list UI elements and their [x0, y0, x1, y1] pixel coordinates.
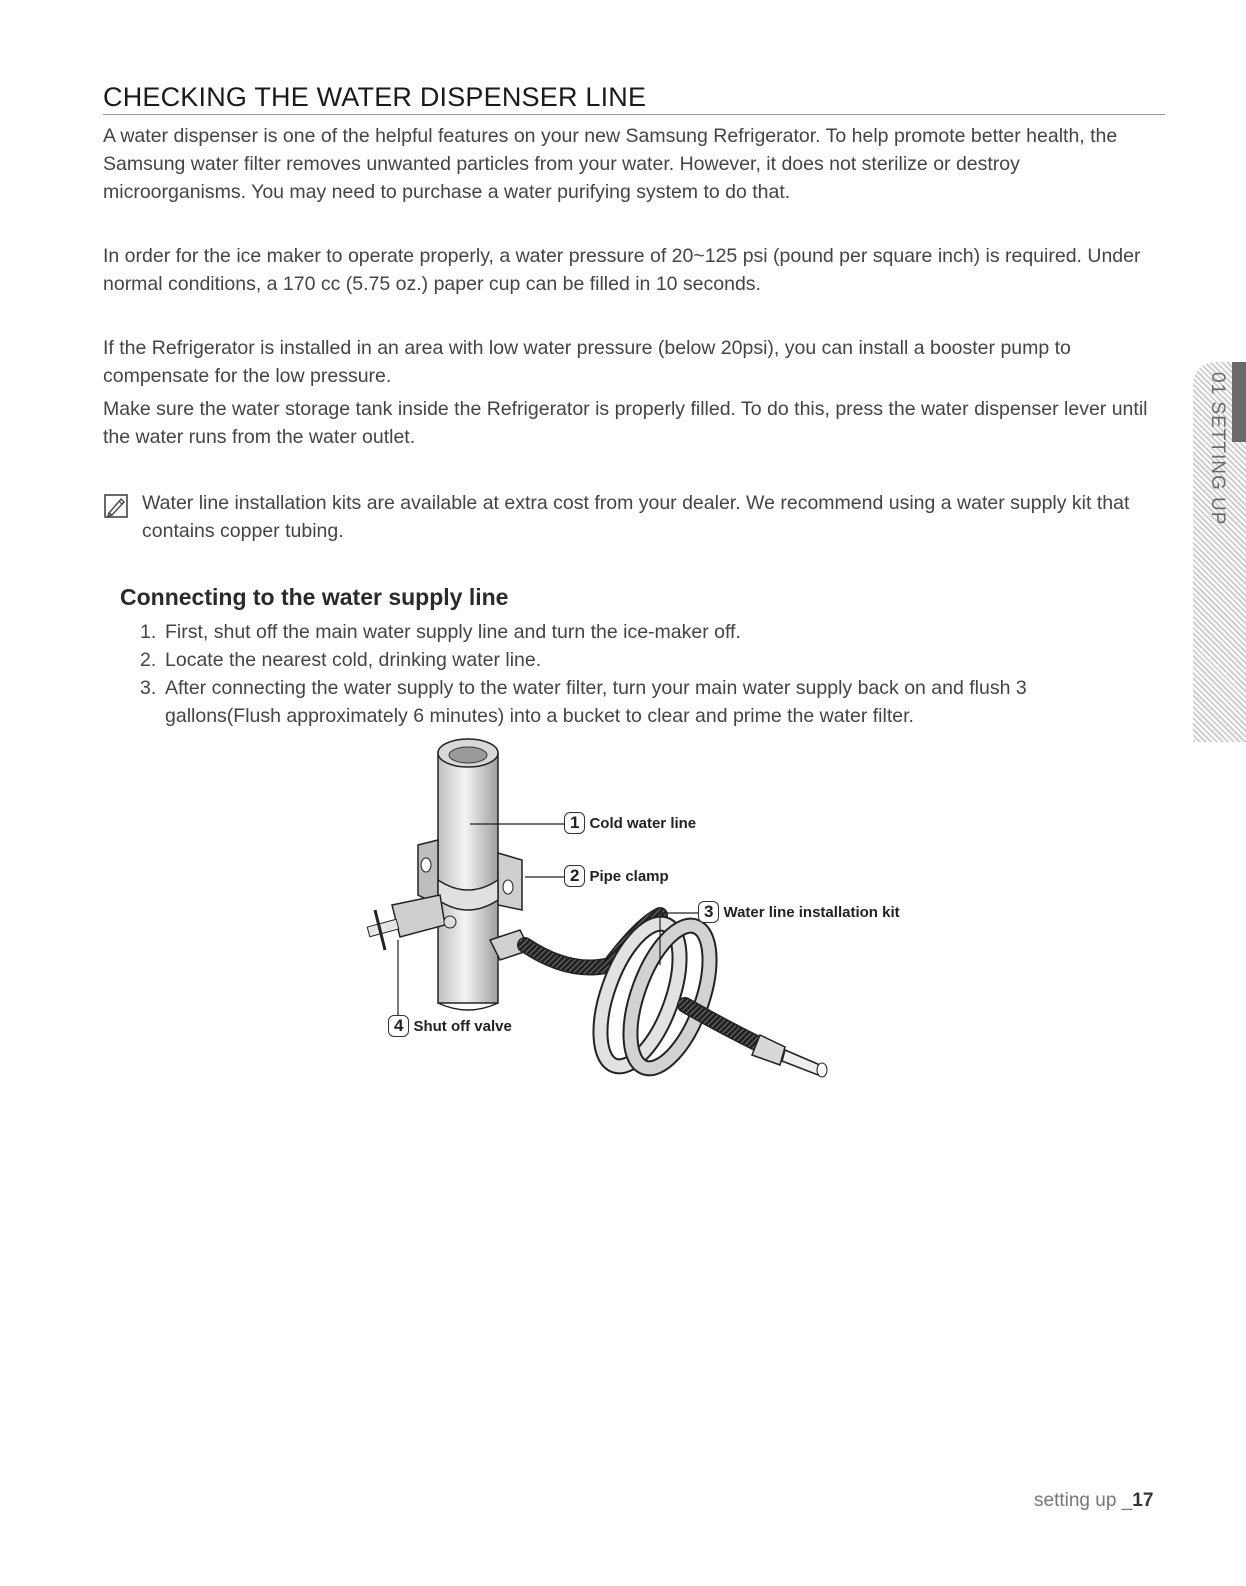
section-title: Connecting to the water supply line [120, 584, 509, 610]
callout-text: Shut off valve [413, 1017, 512, 1035]
label-water-line-kit [698, 901, 900, 923]
callout-text: Cold water line [589, 814, 697, 832]
step-text: First, shut off the main water supply line and turn the ice-maker off. [165, 621, 741, 643]
pressure-paragraph: In order for the ice maker to operate properly, a water pressure of 20~125 psi (pound per square inch) is required. Under normal conditions, a 170 cc (5.75 oz.) paper cup can be filled in 10 seconds. [103, 245, 1141, 295]
step-number: 2. [140, 649, 157, 671]
callout-number: 3 [698, 901, 719, 923]
list-item [140, 646, 1140, 674]
chapter-tab-label: 01 SETTING UP [1207, 372, 1228, 526]
list-item [140, 674, 1140, 730]
booster-paragraph: If the Refrigerator is installed in an area with low water pressure (below 20psi), you can install a booster pump to compensate for the low pressure. [103, 337, 1071, 387]
label-cold-water-line [564, 812, 696, 834]
callout-number: 1 [564, 812, 585, 834]
callout-number: 2 [564, 865, 585, 887]
note [103, 489, 1163, 545]
step-number: 3. [140, 677, 157, 699]
steps-list [140, 618, 1140, 730]
callout-text: Pipe clamp [589, 867, 669, 885]
intro-paragraph: A water dispenser is one of the helpful features on your new Samsung Refrigerator. To help promote better health, the Samsung water filter removes unwanted particles from your water. However, it does not sterilize or destroy microorganisms. You may need to purchase a water purifying system to do that. [103, 125, 1118, 203]
page-title: CHECKING THE WATER DISPENSER LINE [103, 82, 1165, 115]
page-number: 17 [1132, 1490, 1154, 1511]
step-text: After connecting the water supply to the water filter, turn your main water supply back on and flush 3 gallons(Flush approximately 6 minutes) into a bucket to clear and prime the water filter. [165, 677, 1027, 727]
page-footer [1034, 1490, 1153, 1512]
note-text: Water line installation kits are available at extra cost from your dealer. We recommend using a water supply kit that contains copper tubing. [142, 492, 1130, 542]
cold-water-pipe [438, 739, 498, 1010]
callout-text: Water line installation kit [723, 903, 900, 921]
water-line-diagram [340, 725, 940, 1105]
callout-number: 4 [388, 1015, 409, 1037]
note-icon [103, 493, 129, 519]
list-item [140, 618, 1140, 646]
label-pipe-clamp [564, 865, 669, 887]
label-shut-off-valve [388, 1015, 512, 1037]
step-number: 1. [140, 621, 157, 643]
water-line-kit [490, 914, 827, 1079]
footer-section: setting up _ [1034, 1490, 1133, 1511]
chapter-tab-marker [1232, 362, 1246, 442]
tank-paragraph: Make sure the water storage tank inside the Refrigerator is properly filled. To do this, press the water dispenser lever until the water runs from the water outlet. [103, 398, 1148, 448]
step-text: Locate the nearest cold, drinking water line. [165, 649, 542, 671]
